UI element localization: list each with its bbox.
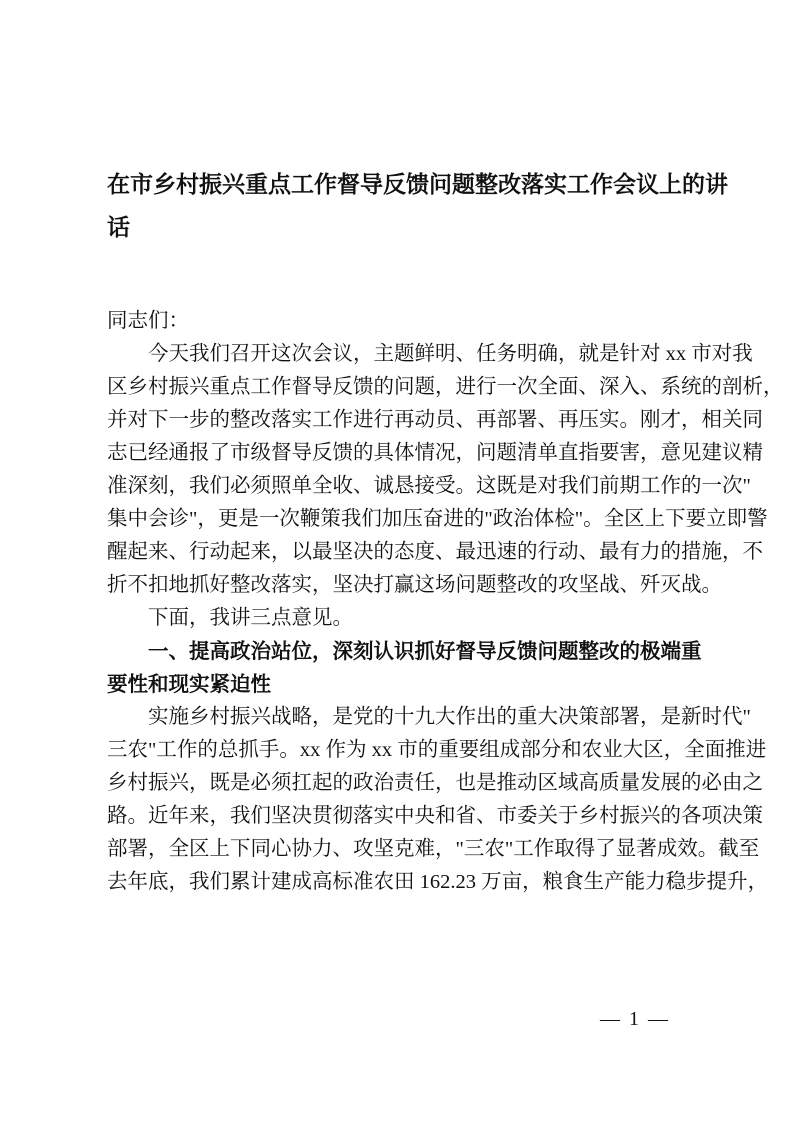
salutation: 同志们： bbox=[107, 310, 189, 332]
text-line: 折不扣地抓好整改落实，坚决打赢这场问题整改的攻坚战、歼灭战。 bbox=[107, 574, 722, 596]
text-line: 并对下一步的整改落实工作进行再动员、再部署、再压实。刚才，相关同 bbox=[107, 409, 763, 431]
text-line: 下面，我讲三点意见。 bbox=[148, 607, 353, 629]
paragraph bbox=[107, 602, 687, 635]
text-line: 实施乡村振兴战略，是党的十九大作出的重大决策部署，是新时代" bbox=[148, 706, 751, 728]
text-line: 路。近年来，我们坚决贯彻落实中央和省、市委关于乡村振兴的各项决策 bbox=[107, 805, 763, 827]
document-body bbox=[107, 305, 784, 899]
title-line: 在市乡村振兴重点工作督导反馈问题整改落实工作会议上的讲 bbox=[107, 172, 728, 198]
section-heading bbox=[107, 635, 702, 701]
text-line: 集中会诊"，更是一次鞭策我们加压奋进的"政治体检"。全区上下要立即警 bbox=[107, 508, 768, 530]
document-title bbox=[107, 167, 728, 253]
paragraph bbox=[107, 338, 784, 602]
title-line: 话 bbox=[107, 215, 130, 241]
paragraph bbox=[107, 701, 769, 899]
text-line: 部署，全区上下同心协力、攻坚克难，"三农"工作取得了显著成效。截至 bbox=[107, 838, 760, 860]
text-line: 一、提高政治站位，深刻认识抓好督导反馈问题整改的极端重 bbox=[148, 639, 702, 663]
text-line: 三农"工作的总抓手。xx 作为 xx 市的重要组成部分和农业大区，全面推进 bbox=[107, 739, 767, 761]
text-line: 志已经通报了市级督导反馈的具体情况，问题清单直指要害，意见建议精 bbox=[107, 442, 763, 464]
paragraphs bbox=[107, 338, 784, 899]
text-line: 准深刻，我们必须照单全收、诚恳接受。这既是对我们前期工作的一次" bbox=[107, 475, 751, 497]
text-line: 乡村振兴，既是必须扛起的政治责任，也是推动区域高质量发展的必由之 bbox=[107, 772, 763, 794]
text-line: 醒起来、行动起来，以最坚决的态度、最迅速的行动、最有力的措施，不 bbox=[107, 541, 763, 563]
text-line: 今天我们召开这次会议，主题鲜明、任务明确，就是针对 xx 市对我 bbox=[148, 343, 753, 365]
text-line: 去年底，我们累计建成高标准农田 162.23 万亩，粮食生产能力稳步提升， bbox=[107, 871, 769, 893]
text-line: 区乡村振兴重点工作督导反馈的问题，进行一次全面、深入、系统的剖析， bbox=[107, 376, 784, 398]
text-line: 要性和现实紧迫性 bbox=[107, 672, 271, 696]
page-number: — 1 — bbox=[600, 1008, 670, 1030]
